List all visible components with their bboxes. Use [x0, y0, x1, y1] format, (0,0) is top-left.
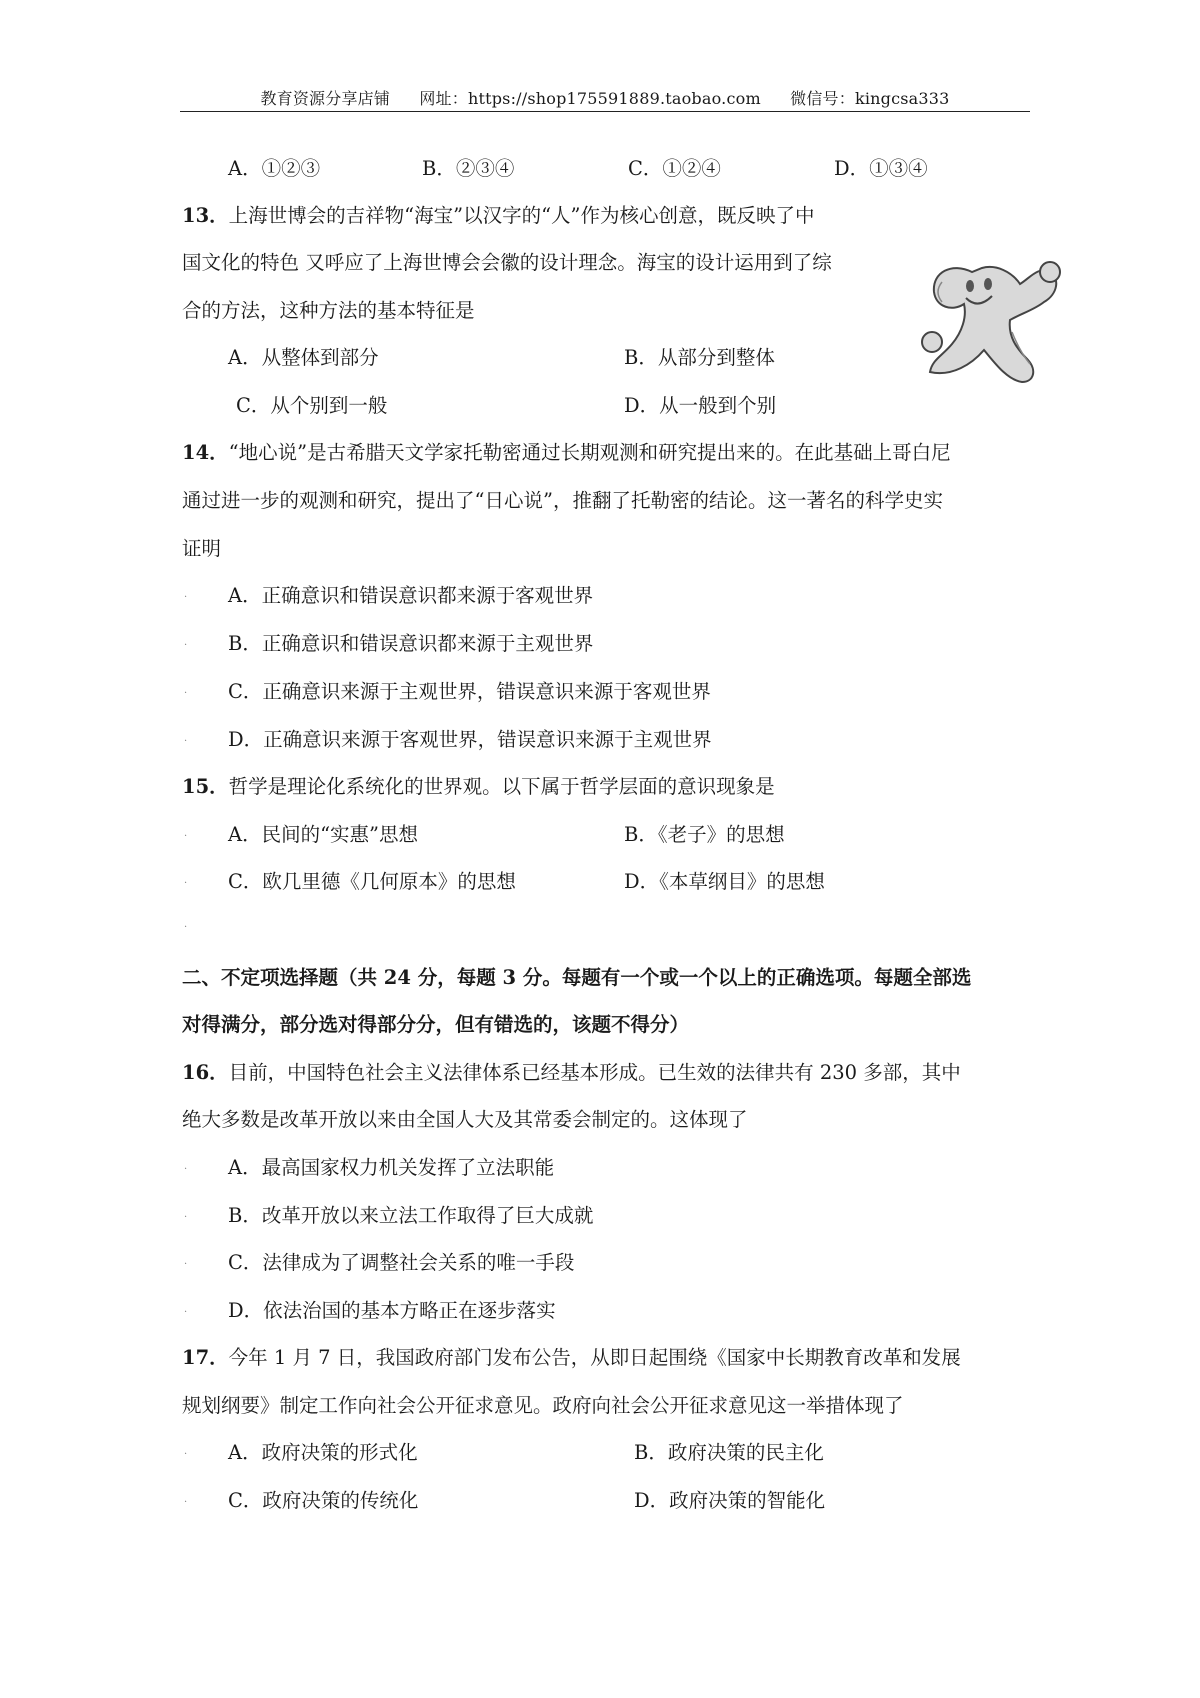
q17-option-b: B．政府决策的民主化 — [634, 1441, 824, 1464]
header-wechat — [790, 89, 949, 108]
q13-stem-text-1: 上海世博会的吉祥物“海宝”以汉字的“人”作为核心创意，既反映了中 — [228, 204, 815, 227]
margin-mark: · — [184, 592, 188, 603]
q14-option-c: C．正确意识来源于主观世界，错误意识来源于客观世界 — [228, 680, 711, 703]
q14-stem-line-3: 证明 — [182, 537, 222, 560]
margin-mark: · — [184, 640, 188, 651]
q16-stem-line-1 — [182, 1060, 961, 1086]
header-site-url[interactable]: https://shop175591889.taobao.com — [467, 89, 761, 108]
q14-option-d: D．正确意识来源于客观世界，错误意识来源于主观世界 — [228, 728, 712, 751]
q12-option-a: A．①②③ — [228, 157, 321, 180]
q16-stem-line-2: 绝大多数是改革开放以来由全国人大及其常委会制定的。这体现了 — [182, 1108, 748, 1131]
q13-number: 13． — [182, 204, 229, 227]
q13-option-b: B．从部分到整体 — [624, 346, 775, 369]
q13-stem-line-1 — [182, 203, 815, 229]
header-site-label: 网址： — [419, 89, 468, 108]
margin-mark: · — [184, 736, 188, 747]
q12-option-b: B．②③④ — [422, 157, 515, 180]
q16-number: 16． — [182, 1061, 229, 1084]
q16-stem-text-1: 目前，中国特色社会主义法律体系已经基本形成。已生效的法律共有 230 多部，其中 — [228, 1061, 961, 1084]
q15-stem — [182, 774, 775, 800]
q15-number: 15． — [182, 775, 229, 798]
margin-mark: · — [184, 688, 188, 699]
q17-option-d: D．政府决策的智能化 — [634, 1489, 826, 1512]
q14-number: 14． — [182, 441, 229, 464]
header-site — [419, 89, 760, 108]
header-wechat-id: kingcsa333 — [854, 89, 950, 108]
q14-stem-text-1: “地心说”是古希腊天文学家托勒密通过长期观测和研究提出来的。在此基础上哥白尼 — [228, 441, 951, 464]
q13-stem-line-3: 合的方法，这种方法的基本特征是 — [182, 299, 475, 322]
q16-option-c: C．法律成为了调整社会关系的唯一手段 — [228, 1251, 575, 1274]
q14-option-b: B．正确意识和错误意识都来源于主观世界 — [228, 632, 594, 655]
q13-option-a: A．从整体到部分 — [228, 346, 379, 369]
margin-mark: · — [184, 922, 188, 933]
q14-stem-line-2: 通过进一步的观测和研究，提出了“日心说”，推翻了托勒密的结论。这一著名的科学史实 — [182, 489, 943, 512]
page-header — [180, 86, 1030, 109]
q13-option-d: D．从一般到个别 — [624, 394, 777, 417]
q14-stem-line-1 — [182, 440, 951, 466]
section-2-heading-line-1: 二、不定项选择题（共 24 分，每题 3 分。每题有一个或一个以上的正确选项。每题全部选 — [182, 966, 972, 989]
q16-option-a: A．最高国家权力机关发挥了立法职能 — [228, 1156, 555, 1179]
q12-option-d: D．①③④ — [834, 157, 928, 180]
q17-stem-line-1 — [182, 1345, 961, 1371]
q12-option-c: C．①②④ — [628, 157, 721, 180]
header-wechat-label: 微信号： — [790, 89, 855, 108]
q15-stem-text: 哲学是理论化系统化的世界观。以下属于哲学层面的意识现象是 — [228, 775, 775, 798]
q17-option-a: A．政府决策的形式化 — [228, 1441, 418, 1464]
margin-mark: · — [184, 878, 188, 889]
margin-mark: · — [184, 1449, 188, 1460]
q17-stem-line-2: 规划纲要》制定工作向社会公开征求意见。政府向社会公开征求意见这一举措体现了 — [182, 1394, 904, 1417]
q17-option-c: C．政府决策的传统化 — [228, 1489, 419, 1512]
q16-option-b: B．改革开放以来立法工作取得了巨大成就 — [228, 1204, 594, 1227]
margin-mark: · — [184, 831, 188, 842]
header-divider — [180, 111, 1030, 112]
margin-mark: · — [184, 1307, 188, 1318]
margin-mark: · — [184, 1259, 188, 1270]
q16-option-d: D．依法治国的基本方略正在逐步落实 — [228, 1299, 556, 1322]
q15-option-a: A．民间的“实惠”思想 — [228, 823, 419, 846]
margin-mark: · — [184, 1164, 188, 1175]
header-shop-name: 教育资源分享店铺 — [260, 89, 391, 108]
q15-option-b: B．《老子》的思想 — [624, 823, 785, 846]
q15-option-c: C．欧几里德《几何原本》的思想 — [228, 870, 516, 893]
q13-option-c: C．从个别到一般 — [236, 394, 388, 417]
section-2-heading-line-2: 对得满分，部分选对得部分分，但有错选的，该题不得分） — [182, 1013, 690, 1036]
q17-stem-text-1: 今年 1 月 7 日，我国政府部门发布公告，从即日起围绕《国家中长期教育改革和发展 — [228, 1346, 961, 1369]
q15-option-d: D．《本草纲目》的思想 — [624, 870, 825, 893]
q14-option-a: A．正确意识和错误意识都来源于客观世界 — [228, 584, 594, 607]
q17-number: 17． — [182, 1346, 229, 1369]
q13-stem-line-2: 国文化的特色 又呼应了上海世博会会徽的设计理念。海宝的设计运用到了综 — [182, 251, 832, 274]
mascot-haibao-icon — [912, 232, 1072, 392]
margin-mark: · — [184, 1212, 188, 1223]
margin-mark: · — [184, 1497, 188, 1508]
